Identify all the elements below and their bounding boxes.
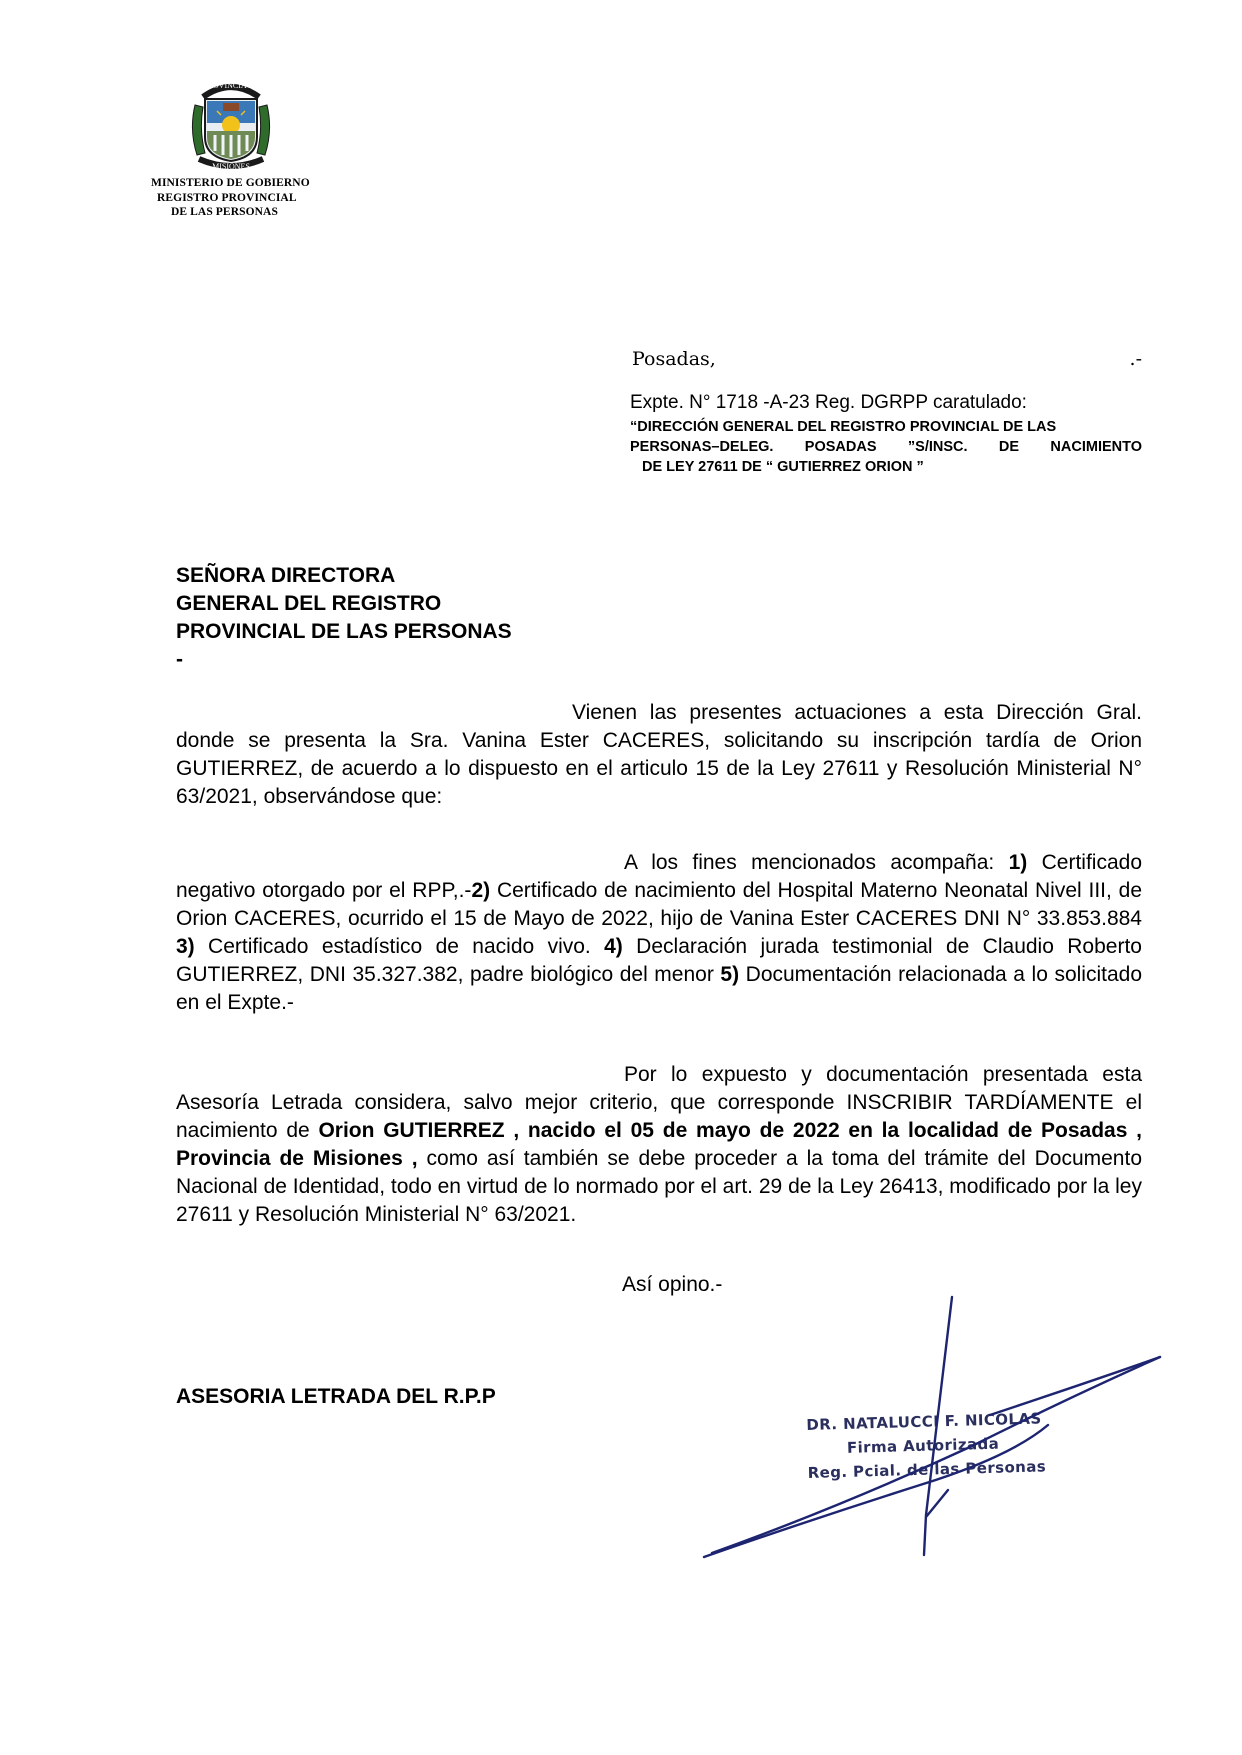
documents-text: Documentación relacionada a lo solicitado en el Expte.- [176,963,1142,1014]
documents-text: Certificado estadístico de nacido vivo. [194,935,605,958]
provincial-seal [185,75,277,171]
file-title-line: DE LEY 27611 DE “ GUTIERREZ ORION ” [642,459,924,475]
opinion-bold-text: Orion GUTIERREZ , nacido el 05 de mayo de 2022 en la localidad de Posadas , Provincia de Misiones , [176,1119,1142,1170]
file-number: Expte. N° 1718 -A-23 Reg. DGRPP caratulado: [630,392,1027,413]
opinion-text: como así también se debe proceder a la toma del trámite del Documento Nacional de Identidad, todo en virtud de lo normado por el art. 29 de la Ley 26413, modificado por la ley 27611 y Resolución Ministerial N° 63/2021. [176,1147,1143,1226]
stamp-office: Reg. Pcial. de las Personas [807,1457,1047,1482]
file-title [630,417,1142,477]
recipient-line: GENERAL DEL REGISTRO [176,592,442,615]
seal-bottom-text: MISIONES [212,162,250,171]
stamp-role: Firma Autorizada [846,1434,1000,1457]
file-title-line: “DIRECCIÓN GENERAL DEL REGISTRO PROVINCIAL DE LAS [630,419,1057,435]
signer-label: ASESORIA LETRADA DEL R.P.P [176,1385,496,1408]
paragraph-intro [176,699,1142,811]
item-number: 4) [604,935,623,958]
paragraph-opinion [176,1061,1142,1229]
stamp-name: DR. NATALUCCI F. NICOLAS [806,1409,1042,1434]
item-number: 1) [1008,851,1028,874]
documents-text: Declaración jurada testimonial de Claudio Roberto GUTIERREZ, DNI 35.327.382, padre biológico del menor [176,935,1142,986]
persons-line: DE LAS PERSONAS [171,206,278,218]
opinion-text: Por lo expuesto y documentación presentada esta Asesoría Letrada considera, salvo mejor criterio, que corresponde INSCRIBIR TARDÍAMENTE el nacimiento de [176,1063,1142,1142]
paragraph-documents [176,849,1142,1017]
registry-line: REGISTRO PROVINCIAL [157,191,297,204]
paragraph-intro-text: Vienen las presentes actuaciones a esta Dirección Gral. donde se presenta la Sra. Vanina Ester CACERES, solicitando su inscripción tardía de Orion GUTIERREZ, de acuerdo a lo dispuesto en el articulo 15 de la Ley 27611 y Resolución Ministerial N° 63/2021, observándose que: [176,701,1142,808]
item-number: 5) [720,963,740,986]
city-label: Posadas, [632,348,716,370]
ministry-header [151,176,310,220]
file-title-line: PERSONAS–DELEG. POSADAS ”S/INSC. DE NACIMIENTO [630,439,1142,455]
recipient-line: - [176,648,183,671]
place-date-line [632,348,1142,370]
item-number: 3) [176,935,195,958]
documents-text: Certificado de nacimiento del Hospital Materno Neonatal Nivel III, de Orion CACERES, ocurrido el 15 de Mayo de 2022, hijo de Vanina Ester CACERES DNI N° 33.853.884 [176,879,1143,930]
ministry-line: MINISTERIO DE GOBIERNO [151,177,310,189]
item-number: 2) [471,879,491,902]
documents-text: Certificado negativo otorgado por el RPP,.- [176,851,1142,902]
seal-top-text: PROVINCIA DE [203,81,259,90]
handwritten-signature [690,1285,1180,1575]
recipient-block [176,562,512,674]
documents-text: A los fines mencionados acompaña: [624,851,1009,874]
closing-line: Así opino.- [622,1273,723,1296]
date-end-mark: .- [1129,348,1142,370]
recipient-line: PROVINCIAL DE LAS PERSONAS [176,620,512,643]
recipient-line: SEÑORA DIRECTORA [176,564,396,587]
